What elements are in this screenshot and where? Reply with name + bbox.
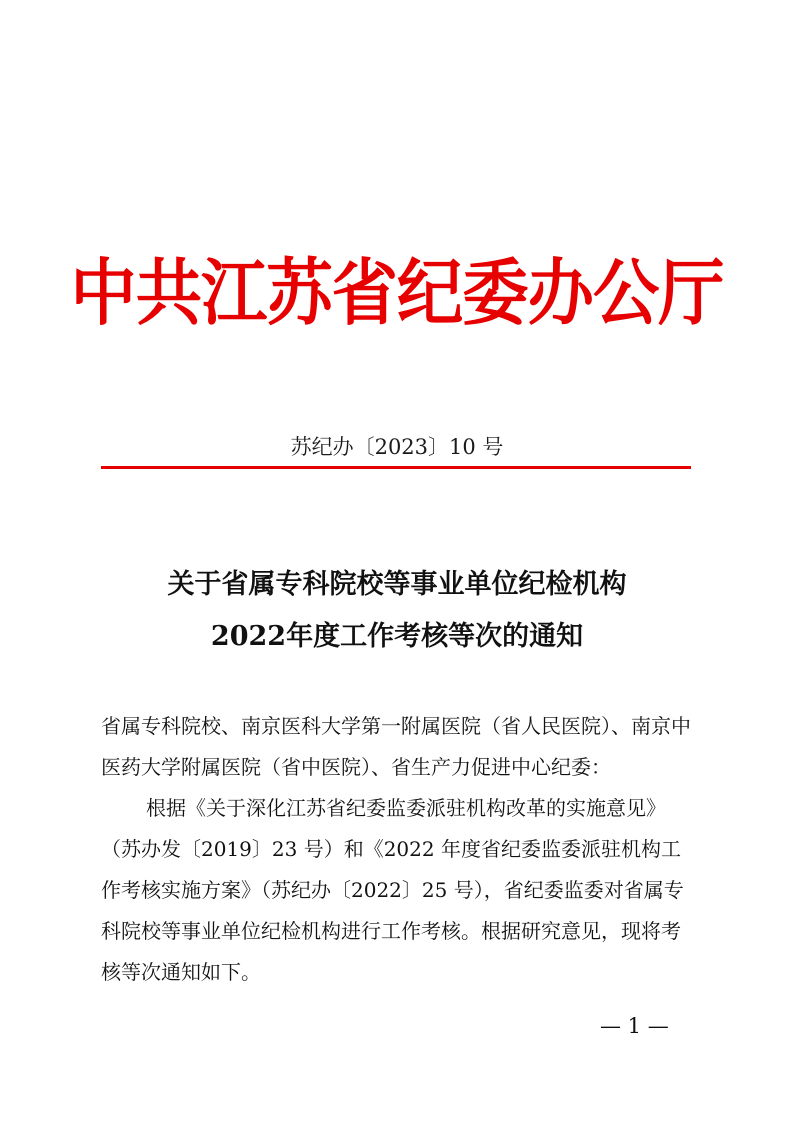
issuer-header: 中共江苏省纪委办公厅 [70,251,724,335]
document-title-line-2: 2022年度工作考核等次的通知 [210,621,584,652]
salutation: 省属专科院校、南京医科大学第一附属医院（省人民医院）、南京中医药大学附属医院（省中医院）、省生产力促进中心纪委： [101,714,691,779]
body-paragraph: 根据《关于深化江苏省纪委监委派驻机构改革的实施意见》（苏办发〔2019〕23 号）和《2022 年度省纪委监委派驻机构工作考核实施方案》（苏纪办〔2022〕25 号），省纪委监委对省属专科院校等事业单位纪检机构进行工作考核。根据研究意见，现将考核等次通知如下。 [101,796,684,984]
document-title-line-1: 关于省属专科院校等事业单位纪检机构 [167,569,627,600]
document-number: 苏纪办〔2023〕10 号 [290,435,504,459]
red-divider-line [101,466,691,469]
page-number: — 1 — [600,1014,669,1038]
